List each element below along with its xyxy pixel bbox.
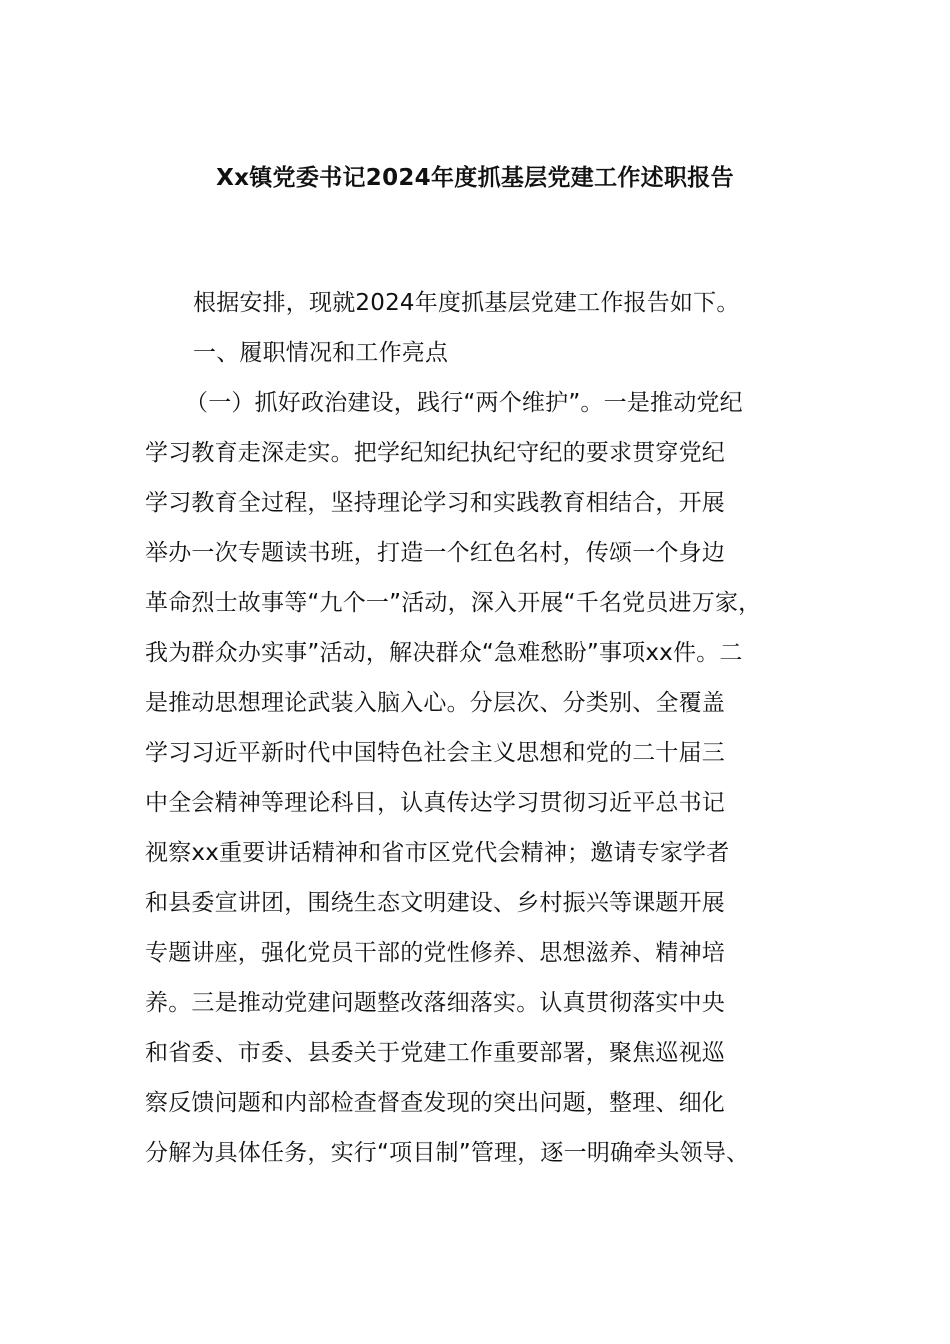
paragraph-line: 学习教育走深走实。把学纪知纪执纪守纪的要求贯穿党纪 [145, 440, 725, 466]
paragraph-line: 分解为具体任务，实行“项目制”管理，逐一明确牵头领导、 [145, 1140, 750, 1166]
paragraph-line: 举办一次专题读书班，打造一个红色名村，传颂一个身边 [145, 540, 725, 566]
document-body [145, 282, 845, 1182]
paragraph-line: 和省委、市委、县委关于党建工作重要部署，聚焦巡视巡 [145, 1040, 725, 1066]
paragraph-line: 我为群众办实事”活动，解决群众“急难愁盼”事项xx件。二 [145, 640, 743, 666]
section-heading: 一、履职情况和工作亮点 [193, 340, 449, 366]
paragraph-line: 专题讲座，强化党员干部的党性修养、思想滋养、精神培 [145, 940, 725, 966]
paragraph-line: 察反馈问题和内部检查督查发现的突出问题，整理、细化 [145, 1090, 725, 1116]
paragraph-line: 视察xx重要讲话精神和省市区党代会精神；邀请专家学者 [145, 840, 730, 866]
paragraph-line: 学习教育全过程，坚持理论学习和实践教育相结合，开展 [145, 490, 725, 516]
paragraph-line: （一）抓好政治建设，践行“两个维护”。一是推动党纪 [185, 390, 743, 416]
paragraph-line: 养。三是推动党建问题整改落细落实。认真贯彻落实中央 [145, 990, 725, 1016]
paragraph-line: 是推动思想理论武装入脑入心。分层次、分类别、全覆盖 [145, 690, 725, 716]
paragraph-line: 根据安排，现就2024年度抓基层党建工作报告如下。 [193, 290, 740, 316]
paragraph-line: 和县委宣讲团，围绕生态文明建设、乡村振兴等课题开展 [145, 890, 725, 916]
document-title: Xx镇党委书记2024年度抓基层党建工作述职报告 [216, 165, 734, 191]
paragraph-line: 革命烈士故事等“九个一”活动，深入开展“千名党员进万家， [145, 590, 762, 616]
paragraph-line: 中全会精神等理论科目，认真传达学习贯彻习近平总书记 [145, 790, 725, 816]
paragraph-line: 学习习近平新时代中国特色社会主义思想和党的二十届三 [145, 740, 725, 766]
